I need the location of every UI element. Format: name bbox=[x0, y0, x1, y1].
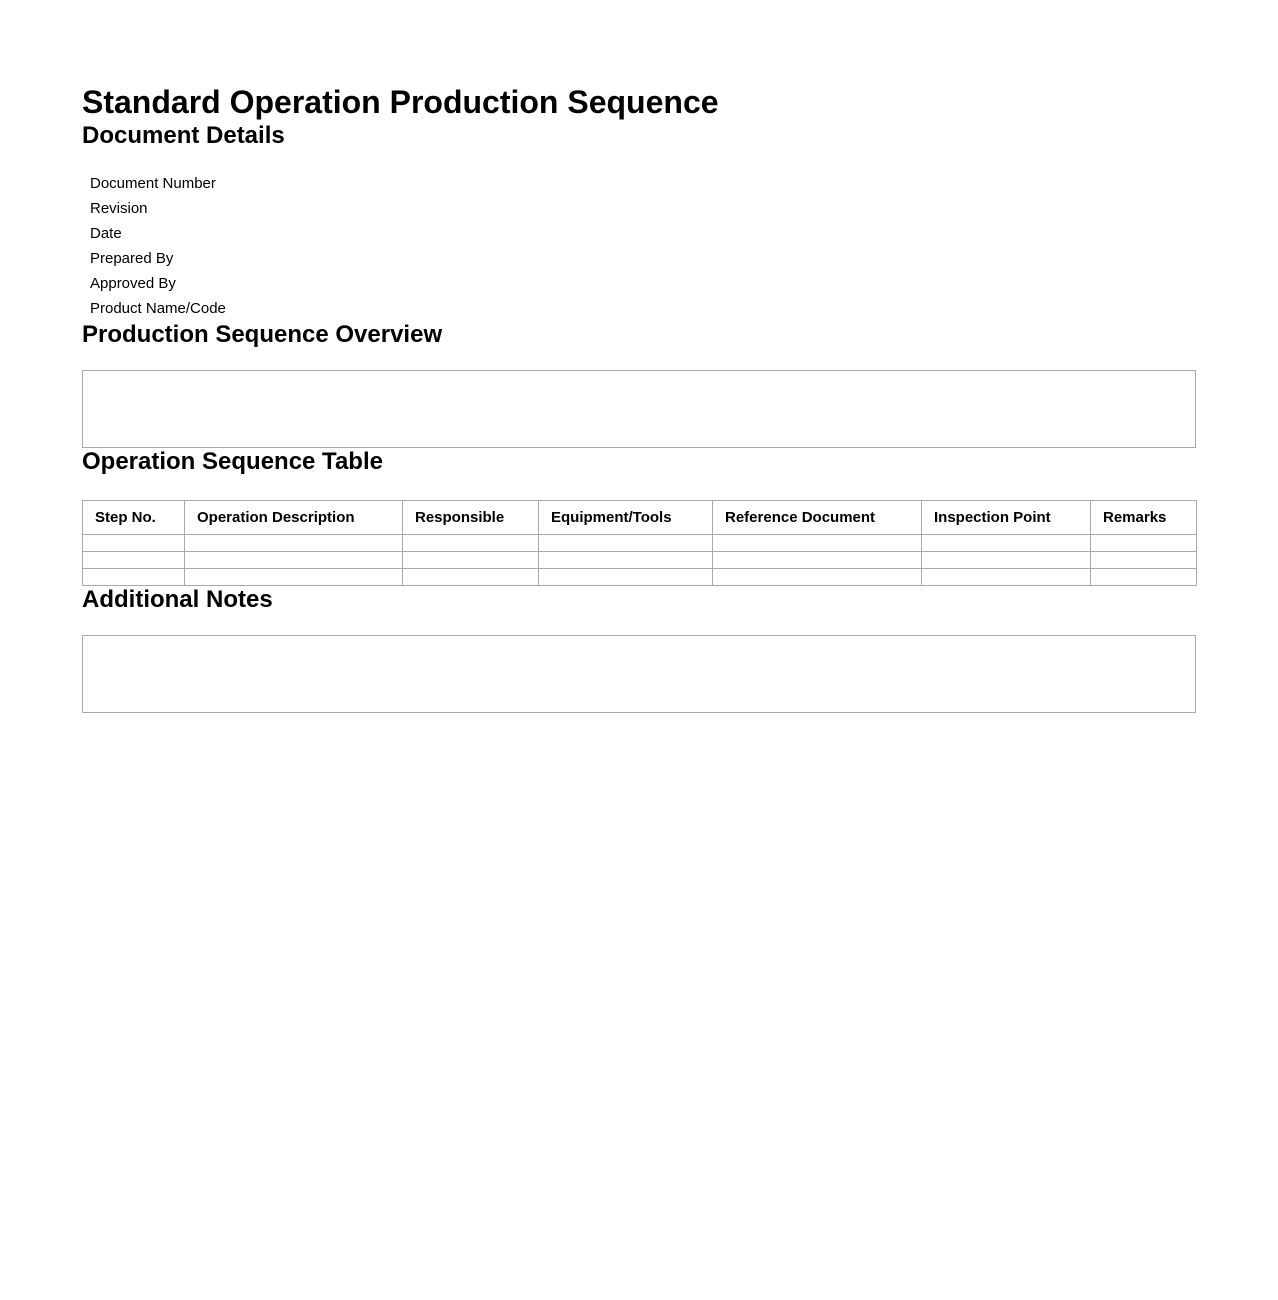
table-cell[interactable] bbox=[713, 535, 922, 552]
overview-text-box[interactable] bbox=[82, 370, 1196, 448]
document-details-heading: Document Details bbox=[82, 122, 285, 149]
detail-value-approved-by[interactable] bbox=[234, 271, 550, 296]
table-cell[interactable] bbox=[185, 535, 403, 552]
table-cell[interactable] bbox=[1091, 535, 1197, 552]
detail-row-document-number bbox=[82, 171, 550, 196]
table-cell[interactable] bbox=[403, 552, 539, 569]
table-cell[interactable] bbox=[185, 552, 403, 569]
table-cell[interactable] bbox=[403, 569, 539, 586]
table-cell[interactable] bbox=[922, 535, 1091, 552]
table-cell[interactable] bbox=[539, 552, 713, 569]
table-cell[interactable] bbox=[1091, 552, 1197, 569]
document-details-table bbox=[82, 171, 550, 321]
document-title: Standard Operation Production Sequence bbox=[82, 84, 719, 120]
column-header-operation-description: Operation Description bbox=[185, 501, 403, 535]
table-row bbox=[83, 569, 1197, 586]
operation-sequence-table-heading: Operation Sequence Table bbox=[82, 448, 383, 475]
detail-label: Date bbox=[90, 225, 122, 242]
column-header-inspection-point: Inspection Point bbox=[922, 501, 1091, 535]
table-cell[interactable] bbox=[539, 569, 713, 586]
operation-sequence-table bbox=[82, 500, 1197, 586]
detail-value-product-name-code[interactable] bbox=[234, 296, 550, 321]
table-cell[interactable] bbox=[539, 535, 713, 552]
table-cell[interactable] bbox=[83, 552, 185, 569]
detail-value-date[interactable] bbox=[234, 221, 550, 246]
detail-label: Product Name/Code bbox=[90, 300, 226, 317]
detail-row-date bbox=[82, 221, 550, 246]
additional-notes-heading: Additional Notes bbox=[82, 586, 273, 613]
table-cell[interactable] bbox=[83, 569, 185, 586]
detail-label: Document Number bbox=[90, 175, 216, 192]
detail-value-prepared-by[interactable] bbox=[234, 246, 550, 271]
table-cell[interactable] bbox=[185, 569, 403, 586]
table-cell[interactable] bbox=[403, 535, 539, 552]
detail-row-product-name-code bbox=[82, 296, 550, 321]
detail-label: Prepared By bbox=[90, 250, 174, 267]
column-header-equipment-tools: Equipment/Tools bbox=[539, 501, 713, 535]
table-cell[interactable] bbox=[922, 552, 1091, 569]
detail-row-revision bbox=[82, 196, 550, 221]
table-cell[interactable] bbox=[922, 569, 1091, 586]
table-row bbox=[83, 535, 1197, 552]
production-sequence-overview-heading: Production Sequence Overview bbox=[82, 321, 443, 348]
column-header-remarks: Remarks bbox=[1091, 501, 1197, 535]
detail-value-revision[interactable] bbox=[234, 196, 550, 221]
detail-label: Revision bbox=[90, 200, 148, 217]
detail-value-document-number[interactable] bbox=[234, 171, 550, 196]
table-cell[interactable] bbox=[83, 535, 185, 552]
column-header-reference-document: Reference Document bbox=[713, 501, 922, 535]
detail-row-prepared-by bbox=[82, 246, 550, 271]
additional-notes-text-box[interactable] bbox=[82, 635, 1196, 713]
table-cell[interactable] bbox=[713, 552, 922, 569]
table-cell[interactable] bbox=[713, 569, 922, 586]
column-header-responsible: Responsible bbox=[403, 501, 539, 535]
table-row bbox=[83, 552, 1197, 569]
table-header-row bbox=[83, 501, 1197, 535]
detail-label: Approved By bbox=[90, 275, 176, 292]
table-cell[interactable] bbox=[1091, 569, 1197, 586]
column-header-step-no: Step No. bbox=[83, 501, 185, 535]
detail-row-approved-by bbox=[82, 271, 550, 296]
